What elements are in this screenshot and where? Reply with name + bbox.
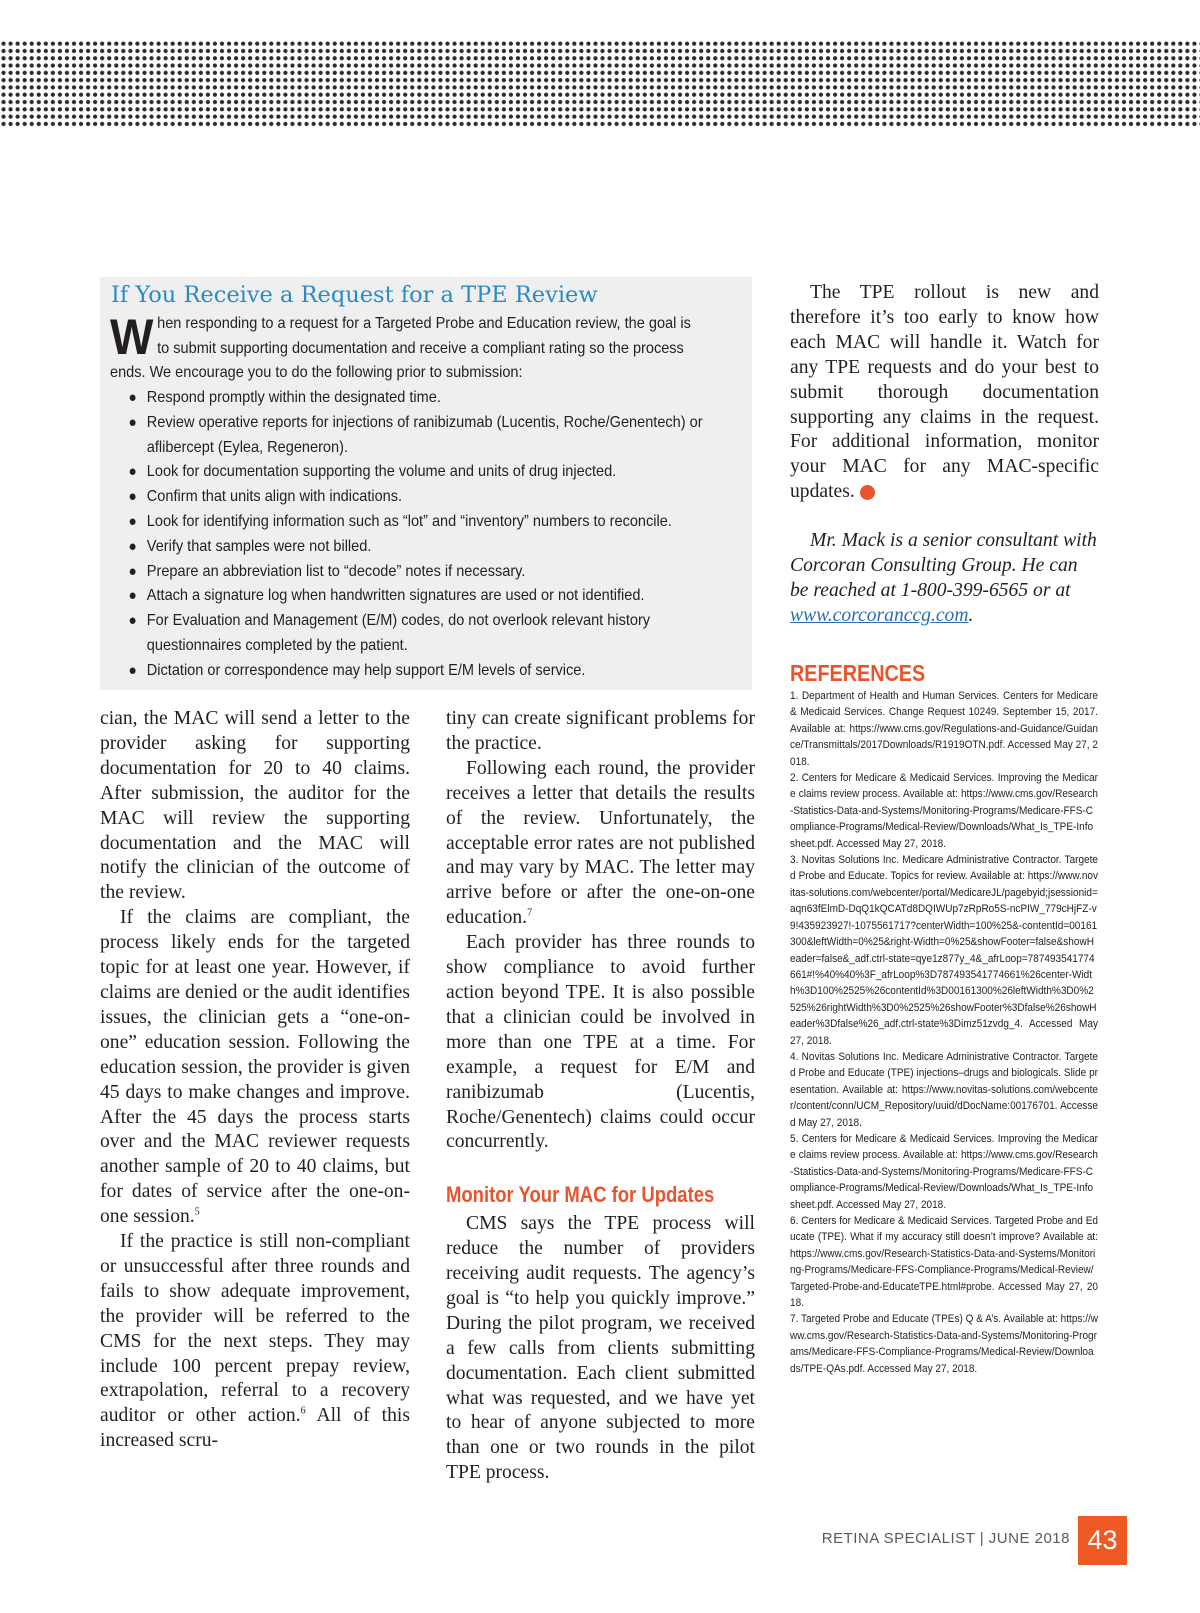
list-item: ● Attach a signature log when handwritten signatures are used or not identified. xyxy=(128,587,645,605)
list-item: ● Prepare an abbreviation list to “decode” notes if necessary. xyxy=(128,562,526,580)
sidebar-intro-text: hen responding to a request for a Targeted Probe and Education review, the goal is to submit supporting documentation and receive a compliant rating so the process ends. We encourage you to do the following prior to submission: xyxy=(110,315,691,382)
citation: 7 xyxy=(527,907,533,919)
citation: 6 xyxy=(300,1405,306,1417)
sidebar-title: If You Receive a Request for a TPE Review xyxy=(111,282,598,308)
list-item: ● Respond promptly within the designated time. xyxy=(128,389,441,406)
paragraph: If the claims are compliant, the process likely ends for the targeted topic for at least one year. However, if claims are denied or the audit identifies issues, the clinician gets a “one-on-one” education session. Following the education session, the provider is given 45 days to make changes and improve. After the 45 days the process starts over and the MAC reviewer requests another sample of 20 to 40 claims, but for dates of service after the one-on-one session.$^5$ xyxy=(100,907,410,1228)
author-website-link[interactable]: www.corcoranccg.com xyxy=(790,604,969,626)
body-column-2 xyxy=(446,707,755,1486)
reference-item: 2. Centers for Medicare & Medicaid Services. Improving the Medicare claims review process. Available at: https://www.cms.gov/Research-Statistics-Data-and-Systems/Monitoring-Programs/Medicare-FFS-Compliance-Programs/Medical-Review/Downloads/What_Is_TPE-Infosheet.pdf. Accessed May 27, 2018. xyxy=(790,772,1098,850)
body-column-1 xyxy=(100,707,410,1454)
end-mark-icon: RS xyxy=(860,485,875,500)
list-item: ● Confirm that units align with indications. xyxy=(128,488,403,506)
paragraph: If the practice is still non-compliant or unsuccessful after three rounds and fails to show adequate improvement, the provider will be referred to the CMS for the next steps. They may include 100 percent prepay review, extrapolation, referral to a recovery auditor or other action.$^6$ All of this increased scru- xyxy=(100,1231,410,1452)
page-number: 43 xyxy=(1078,1516,1127,1565)
list-item: ● Dictation or correspondence may help support E/M levels of service. xyxy=(128,661,586,679)
paragraph: tiny can create significant problems for the practice. xyxy=(446,708,755,754)
reference-item: 5. Centers for Medicare & Medicaid Services. Improving the Medicare claims review process. Available at: https://www.cms.gov/Research-Statistics-Data-and-Systems/Monitoring-Programs/Medicare-FFS-Compliance-Programs/Medical-Review/Downloads/What_Is_TPE-Infosheet.pdf. Accessed May 27, 2018. xyxy=(790,1132,1098,1211)
list-item: ● For Evaluation and Management (E/M) codes, do not overlook relevant history questionnaires completed by the patient. xyxy=(128,612,651,654)
body-column-3 xyxy=(790,281,1099,629)
references-list xyxy=(790,688,1098,1377)
reference-item: 3. Novitas Solutions Inc. Medicare Administrative Contractor. Targeted Probe and Educate. Topics for review. Available at: https://www.novitas-solutions.com/webcenter/portal/MedicareJL/pagebyid;jsessionid=aqn63fElmD-DqQ1kQCATd8DQIWUp7zRpRo5S-ncPIW_779cHjFZ-v9!435923927!-1075561717?centerWidth=100%25&-contentId=00161300&leftWidth=0%25&right-Width=0%25&showFooter=false&showHeader=false&_adf.ctrl-state=qye1z877y_4&_afrLoop=787493541774661#!%40%40%3F_afrLoop%3D787493541774661%26center-Width%3D100%2525%26contentId%3D00161300%26leftWidth%3D0%2525%26rightWidth%3D0%2525%26showFooter%3Dfalse%26showHeader%3Dfalse%26_adf.ctrl-state%3Dimz51zvdg_4. Accessed May 27, 2018. xyxy=(790,854,1098,1047)
paragraph: The TPE rollout is new and therefore it’s too early to know how each MAC will handle it. Watch for any TPE requests and do your best to submit thorough documentation supporting any claims in the request. For additional information, monitor your MAC for any MAC-specific updates. RS xyxy=(790,282,1099,503)
sidebar-checklist xyxy=(110,386,708,684)
publication-footer: RETINA SPECIALIST | JUNE 2018 xyxy=(821,1530,1070,1547)
citation: 5 xyxy=(194,1206,200,1218)
sidebar-intro xyxy=(110,309,697,386)
list-item: ● Review operative reports for injections of ranibizumab (Lucentis, Roche/Genentech) or aflibercept (Eylea, Regeneron). xyxy=(128,413,703,456)
list-item: ● Look for identifying information such as “lot” and “inventory” numbers to reconcile. xyxy=(128,512,672,530)
reference-item: 6. Centers for Medicare & Medicaid Services. Targeted Probe and Educate (TPE). What if my accuracy still doesn’t improve? Available at: https://www.cms.gov/Research-Statistics-Data-and-Systems/Monitoring-Programs/Medicare-FFS-Compliance-Programs/Medical-Review/Targeted-Probe-and-EducateTPE.html#probe. Accessed May 27, 2018. xyxy=(790,1215,1098,1310)
dot-pattern-header xyxy=(0,40,1200,128)
list-item: ● Verify that samples were not billed. xyxy=(128,537,372,555)
paragraph: cian, the MAC will send a letter to the provider asking for supporting documentation for 20 to 40 claims. After submission, the auditor for the MAC will review the supporting documentation and the MAC will notify the clinician of the outcome of the review. xyxy=(100,708,410,904)
references-heading: REFERENCES xyxy=(790,660,926,686)
paragraph: CMS says the TPE process will reduce the number of providers receiving audit requests. The agency’s goal is “to help you quickly improve.” During the pilot program, we received a few calls from clients submitting documentation. Each client submitted what was requested, and we have yet to hear of anyone subjected to more than one or two rounds in the pilot TPE process. xyxy=(446,1213,755,1484)
section-heading: Monitor Your MAC for Updates xyxy=(446,1182,715,1208)
reference-item: 4. Novitas Solutions Inc. Medicare Administrative Contractor. Targeted Probe and Educate (TPE) injections–drugs and biologicals. Slide presentation. Available at: https://www.novitas-solutions.com/webcenter/content/conn/UCM_Repository/uuid/dDocName:00176701. Accessed May 27, 2018. xyxy=(790,1050,1098,1129)
author-bio: Mr. Mack is a senior consultant with Corcoran Consulting Group. He can be reached at 1-800-399-6565 or at www.corcoranccg.com. xyxy=(790,530,1097,626)
list-item: ● Look for documentation supporting the volume and units of drug injected. xyxy=(128,463,617,481)
paragraph: Each provider has three rounds to show compliance to avoid further action beyond TPE. It is also possible that a clinician could be involved in more than one TPE at a time. For example, a request for E/M and ranibizumab (Lucentis, Roche/Genentech) claims could occur concurrently. xyxy=(446,932,755,1153)
reference-item: 7. Targeted Probe and Educate (TPEs) Q & A’s. Available at: https://www.cms.gov/Research-Statistics-Data-and-Systems/Monitoring-Programs/Medicare-FFS-Compliance-Programs/Medical-Review/Downloads/TPE-QAs.pdf. Accessed May 27, 2018. xyxy=(790,1313,1098,1375)
paragraph: Following each round, the provider receives a letter that details the results of the review. Unfortunately, the acceptable error rates are not published and may vary by MAC. The letter may arrive before or after the one-on-one education.$^7$ xyxy=(446,757,755,929)
drop-cap: W xyxy=(110,309,154,365)
reference-item: 1. Department of Health and Human Services. Centers for Medicare & Medicaid Services. Change Request 10249. September 15, 2017. Available at: https://www.cms.gov/Regulations-and-Guidance/Guidance/Transmittals/2017Downloads/R1919OTN.pdf. Accessed May 27, 2018. xyxy=(790,690,1098,768)
